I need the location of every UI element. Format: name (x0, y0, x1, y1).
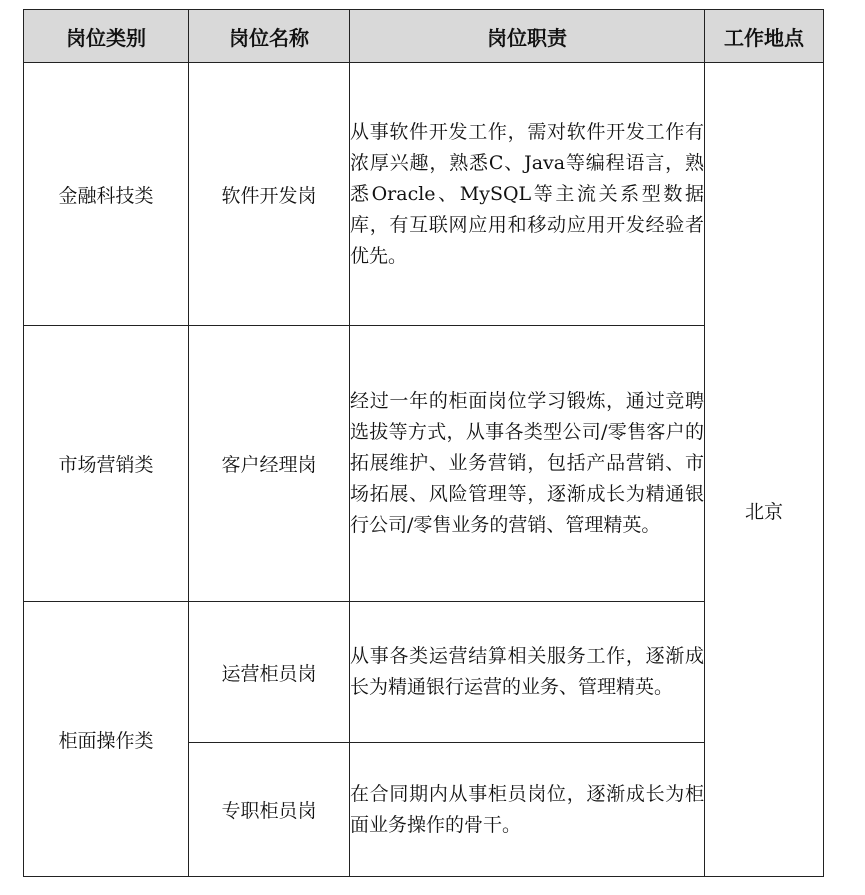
category-cell: 柜面操作类 (24, 602, 189, 877)
header-category: 岗位类别 (24, 10, 189, 63)
header-location: 工作地点 (705, 10, 824, 63)
table-row (24, 602, 824, 743)
duty-cell: 经过一年的柜面岗位学习锻炼，通过竞聘选拔等方式，从事各类型公司/零售客户的拓展维护、业务营销，包括产品营销、市场拓展、风险管理等，逐渐成长为精通银行公司/零售业务的营销、管理精英。 (350, 326, 705, 602)
position-name-cell: 专职柜员岗 (189, 743, 350, 877)
category-cell: 金融科技类 (24, 63, 189, 326)
header-row (24, 10, 824, 63)
position-name-cell: 软件开发岗 (189, 63, 350, 326)
table-row (24, 63, 824, 326)
header-position-name: 岗位名称 (189, 10, 350, 63)
duty-cell: 从事软件开发工作，需对软件开发工作有浓厚兴趣，熟悉C、Java等编程语言，熟悉Oracle、MySQL等主流关系型数据库，有互联网应用和移动应用开发经验者优先。 (350, 63, 705, 326)
table-row (24, 326, 824, 602)
header-duty: 岗位职责 (350, 10, 705, 63)
position-name-cell: 客户经理岗 (189, 326, 350, 602)
position-name-cell: 运营柜员岗 (189, 602, 350, 743)
job-positions-table (23, 9, 824, 877)
category-cell: 市场营销类 (24, 326, 189, 602)
location-cell: 北京 (705, 63, 824, 877)
duty-cell: 从事各类运营结算相关服务工作，逐渐成长为精通银行运营的业务、管理精英。 (350, 602, 705, 743)
duty-cell: 在合同期内从事柜员岗位，逐渐成长为柜面业务操作的骨干。 (350, 743, 705, 877)
